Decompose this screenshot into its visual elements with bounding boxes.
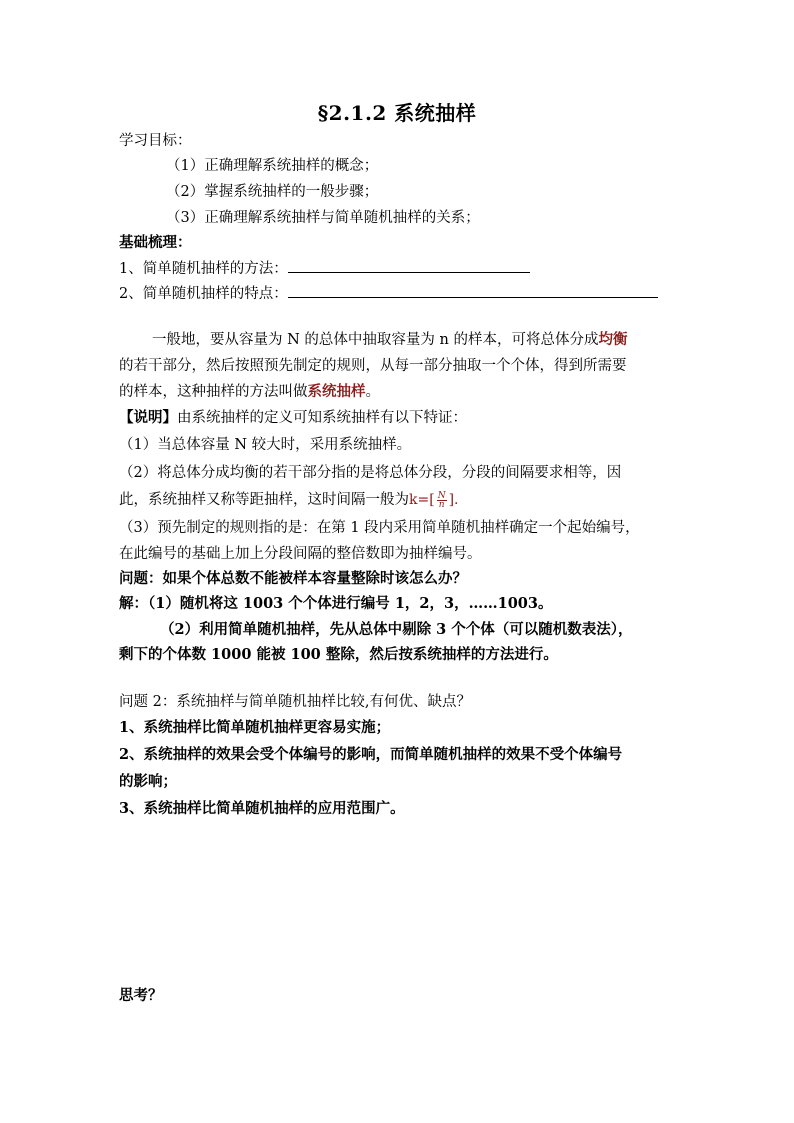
objectives-heading: 学习目标：	[119, 133, 192, 149]
formula-denominator: n	[438, 499, 445, 510]
definition-highlight: 系统抽样	[307, 383, 366, 400]
note-item: 在此编号的基础上加上分段间隔的整倍数即为抽样编号。	[119, 546, 482, 562]
basics-item	[119, 283, 658, 304]
note-item	[119, 490, 458, 510]
note-label: 【说明】	[119, 409, 177, 426]
solution-line: 剩下的个体数 1000 能被 100 整除，然后按系统抽样的方法进行。	[119, 646, 558, 663]
objective-item: （1）正确理解系统抽样的概念；	[166, 158, 379, 174]
definition-text: 一般地，要从容量为 N 的总体中抽取容量为 n 的样本，可将总体分成	[152, 332, 599, 348]
answer-item: 3、系统抽样比简单随机抽样的应用范围广。	[119, 800, 405, 817]
basics-heading: 基础梳理：	[119, 234, 192, 251]
definition-text: 的样本，这种抽样的方法叫做	[119, 384, 308, 400]
definition-line	[152, 330, 627, 350]
basics-item	[119, 258, 530, 279]
basics-item-label: 1、简单随机抽样的方法：	[119, 261, 288, 277]
note-item: （3）预先制定的规则指的是：在第 1 段内采用简单随机抽样确定一个起始编号，	[119, 520, 640, 536]
objective-item: （3）正确理解系统抽样与简单随机抽样的关系；	[166, 210, 480, 226]
solution-line: （2）利用简单随机抽样，先从总体中剔除 3 个个体（可以随机数表法），	[160, 621, 633, 638]
basics-item-label: 2、简单随机抽样的特点：	[119, 286, 288, 302]
interval-formula	[409, 492, 458, 508]
solution-line: 解：（1）随机将这 1003 个个体进行编号 1，2，3，……1003。	[119, 595, 553, 612]
page-title: §2.1.2 系统抽样	[317, 101, 477, 125]
definition-line: 的若干部分，然后按照预先制定的规则，从每一部分抽取一个个体，得到所需要	[119, 358, 627, 374]
answer-item: 1、系统抽样比简单随机抽样更容易实施；	[119, 719, 391, 736]
formula-k: k=[	[409, 492, 435, 508]
note-text: 此，系统抽样又称等距抽样，这时间隔一般为	[119, 492, 409, 508]
note-item: （2）将总体分成均衡的若干部分指的是将总体分段，分段的间隔要求相等，因	[119, 465, 622, 481]
think-prompt: 思考？	[119, 987, 163, 1004]
formula-end: ].	[448, 492, 459, 508]
formula-fraction	[437, 492, 447, 509]
question-1: 问题：如果个体总数不能被样本容量整除时该怎么办？	[119, 570, 467, 587]
answer-blank[interactable]	[288, 258, 530, 273]
formula-numerator: N	[437, 490, 446, 501]
note-intro: 由系统抽样的定义可知系统抽样有以下特证：	[177, 410, 467, 426]
definition-highlight: 均衡	[598, 331, 628, 348]
answer-item: 的影响；	[119, 773, 177, 790]
note-item: （1）当总体容量 N 较大时，采用系统抽样。	[119, 437, 412, 453]
note-line	[119, 408, 467, 428]
answer-blank[interactable]	[288, 283, 658, 298]
definition-text: 。	[365, 384, 380, 400]
definition-line	[119, 382, 380, 402]
answer-item: 2、系统抽样的效果会受个体编号的影响，而简单随机抽样的效果不受个体编号	[119, 746, 623, 763]
question-2: 问题 2：系统抽样与简单随机抽样比较,有何优、缺点？	[119, 694, 471, 710]
objective-item: （2）掌握系统抽样的一般步骤；	[166, 184, 379, 200]
